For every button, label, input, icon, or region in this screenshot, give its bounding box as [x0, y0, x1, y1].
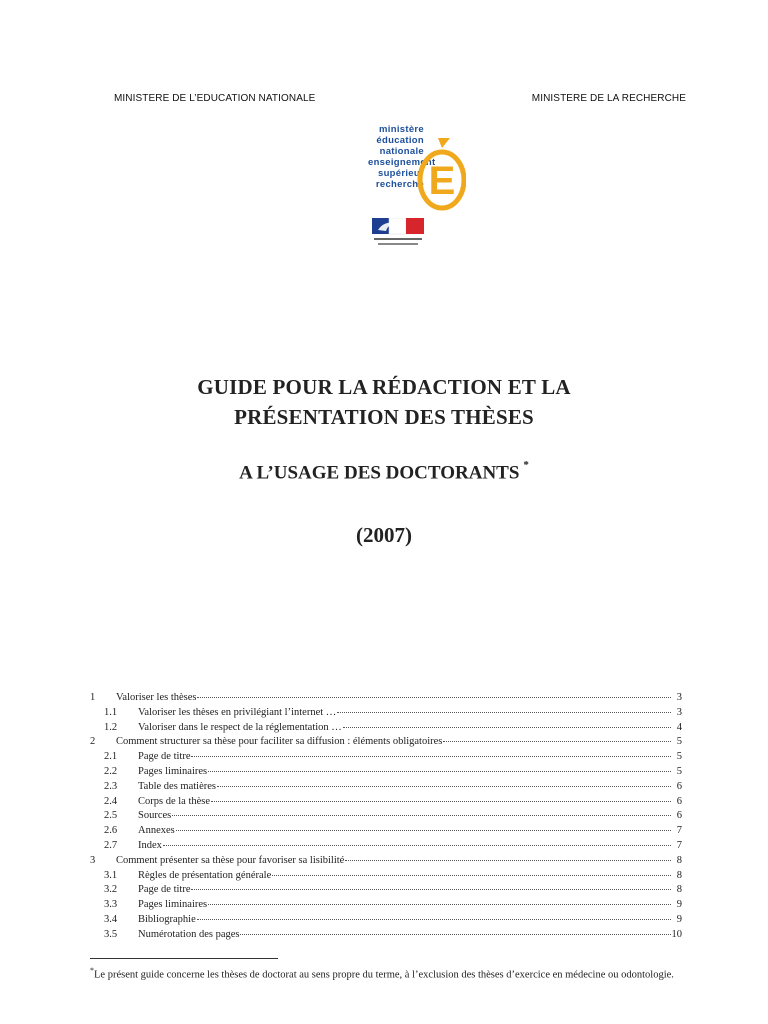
toc-entry[interactable] — [90, 898, 682, 913]
toc-number: 2.5 — [104, 810, 118, 822]
toc-page-number: 10 — [671, 928, 682, 940]
toc-number: 2 — [90, 736, 96, 748]
toc-page-number: 8 — [676, 869, 682, 881]
footnote-separator — [90, 958, 278, 959]
toc-number: 2.7 — [104, 839, 118, 851]
toc-page-number: 6 — [676, 795, 682, 807]
logo-line: nationale — [379, 146, 424, 157]
toc-leader-dots — [337, 711, 671, 713]
toc-number: 3.2 — [104, 884, 118, 896]
document-year: (2007) — [356, 523, 412, 547]
ministry-research-label: MINISTERE DE LA RECHERCHE — [531, 93, 686, 104]
toc-leader-dots — [272, 874, 671, 876]
toc-number: 3 — [90, 854, 96, 866]
toc-entry[interactable] — [90, 795, 682, 810]
marianne-flag-icon — [372, 218, 424, 254]
toc-title: Annexes — [138, 825, 175, 837]
toc-entry[interactable] — [90, 883, 682, 898]
toc-page-number: 9 — [676, 913, 682, 925]
toc-title: Règles de présentation générale — [138, 869, 272, 881]
toc-title: Sources — [138, 810, 172, 822]
ministry-logo — [368, 122, 478, 262]
toc-entry[interactable] — [90, 750, 682, 765]
toc-number: 3.1 — [104, 869, 118, 881]
toc-page-number: 3 — [676, 706, 682, 718]
toc-leader-dots — [345, 859, 671, 861]
title-line-1: GUIDE POUR LA RÉDACTION ET LA — [197, 375, 571, 399]
toc-entry[interactable] — [90, 721, 682, 736]
toc-page-number: 5 — [676, 751, 682, 763]
logo-line: recherche — [375, 179, 424, 190]
toc-page-number: 8 — [676, 854, 682, 866]
toc-leader-dots — [208, 770, 671, 772]
toc-title: Page de titre — [138, 751, 191, 763]
toc-leader-dots — [211, 800, 671, 802]
toc-entry[interactable] — [90, 824, 682, 839]
toc-title: Corps de la thèse — [138, 795, 211, 807]
toc-number: 3.4 — [104, 913, 118, 925]
svg-text:E: E — [428, 159, 456, 203]
toc-page-number: 3 — [676, 692, 682, 703]
logo-line: ministère — [379, 124, 424, 135]
toc-leader-dots — [443, 740, 671, 742]
toc-leader-dots — [176, 829, 671, 831]
subtitle-text: A L’USAGE DES DOCTORANTS — [239, 462, 520, 484]
toc-number: 1 — [90, 692, 96, 703]
footnote — [90, 962, 690, 984]
toc-leader-dots — [343, 726, 671, 728]
toc-title: Page de titre — [138, 884, 191, 896]
title-line-2: PRÉSENTATION DES THÈSES — [234, 405, 534, 429]
toc-title: Comment présenter sa thèse pour favoriser sa lisibilité — [116, 854, 345, 866]
toc-leader-dots — [163, 844, 671, 846]
toc-title: Bibliographie — [138, 913, 196, 925]
toc-page-number: 4 — [676, 721, 682, 733]
toc-page-number: 7 — [676, 839, 682, 851]
toc-title: Valoriser les thèses — [116, 692, 197, 703]
toc-entry[interactable] — [90, 765, 682, 780]
toc-leader-dots — [172, 814, 671, 816]
toc-title: Valoriser dans le respect de la réglementation … — [138, 721, 342, 733]
toc-leader-dots — [191, 888, 671, 890]
ministry-education-label: MINISTERE DE L’EDUCATION NATIONALE — [114, 93, 316, 104]
e-accent-logo-icon — [412, 134, 466, 212]
toc-number: 2.1 — [104, 751, 118, 763]
toc-entry[interactable] — [90, 913, 682, 928]
toc-entry[interactable] — [90, 839, 682, 854]
toc-number: 2.2 — [104, 765, 118, 777]
toc-entry[interactable] — [90, 928, 682, 943]
document-title — [0, 372, 768, 432]
toc-leader-dots — [197, 696, 671, 698]
logo-line: enseignement — [368, 157, 436, 168]
toc-number: 3.3 — [104, 899, 118, 911]
toc-entry[interactable] — [90, 780, 682, 795]
toc-number: 2.3 — [104, 780, 118, 792]
toc-page-number: 7 — [676, 825, 682, 837]
toc-title: Index — [138, 839, 162, 851]
toc-leader-dots — [208, 903, 671, 905]
table-of-contents — [90, 691, 682, 943]
toc-entry[interactable] — [90, 869, 682, 884]
toc-number: 2.6 — [104, 825, 118, 837]
footnote-mark: * — [90, 966, 94, 975]
toc-leader-dots — [217, 785, 671, 787]
toc-page-number: 6 — [676, 780, 682, 792]
toc-title: Pages liminaires — [138, 765, 208, 777]
toc-title: Table des matières — [138, 780, 216, 792]
toc-leader-dots — [191, 755, 671, 757]
footnote-reference-mark: * — [523, 459, 529, 471]
toc-title: Valoriser les thèses en privilégiant l’internet … — [138, 706, 337, 718]
document-subtitle — [0, 459, 768, 484]
toc-number: 2.4 — [104, 795, 118, 807]
toc-title: Pages liminaires — [138, 899, 208, 911]
toc-entry[interactable] — [90, 735, 682, 750]
logo-line: éducation — [376, 135, 424, 146]
toc-leader-dots — [240, 933, 670, 935]
toc-page-number: 5 — [676, 765, 682, 777]
toc-page-number: 6 — [676, 810, 682, 822]
toc-title: Comment structurer sa thèse pour faciliter sa diffusion : éléments obligatoires — [116, 736, 443, 748]
toc-leader-dots — [197, 918, 671, 920]
logo-line: supérieur — [378, 168, 424, 179]
toc-page-number: 8 — [676, 884, 682, 896]
toc-entry[interactable] — [90, 691, 682, 706]
toc-title: Numérotation des pages — [138, 928, 240, 940]
toc-entry[interactable] — [90, 809, 682, 824]
footnote-text: Le présent guide concerne les thèses de doctorat au sens propre du terme, à l’exclusion des thèses d’exercice en médecine ou odontologie. — [94, 969, 674, 981]
toc-number: 1.1 — [104, 706, 118, 718]
toc-number: 3.5 — [104, 928, 118, 940]
toc-entry[interactable] — [90, 706, 682, 721]
toc-page-number: 5 — [676, 736, 682, 748]
ministry-header — [114, 93, 686, 104]
toc-page-number: 9 — [676, 899, 682, 911]
toc-entry[interactable] — [90, 854, 682, 869]
toc-number: 1.2 — [104, 721, 118, 733]
